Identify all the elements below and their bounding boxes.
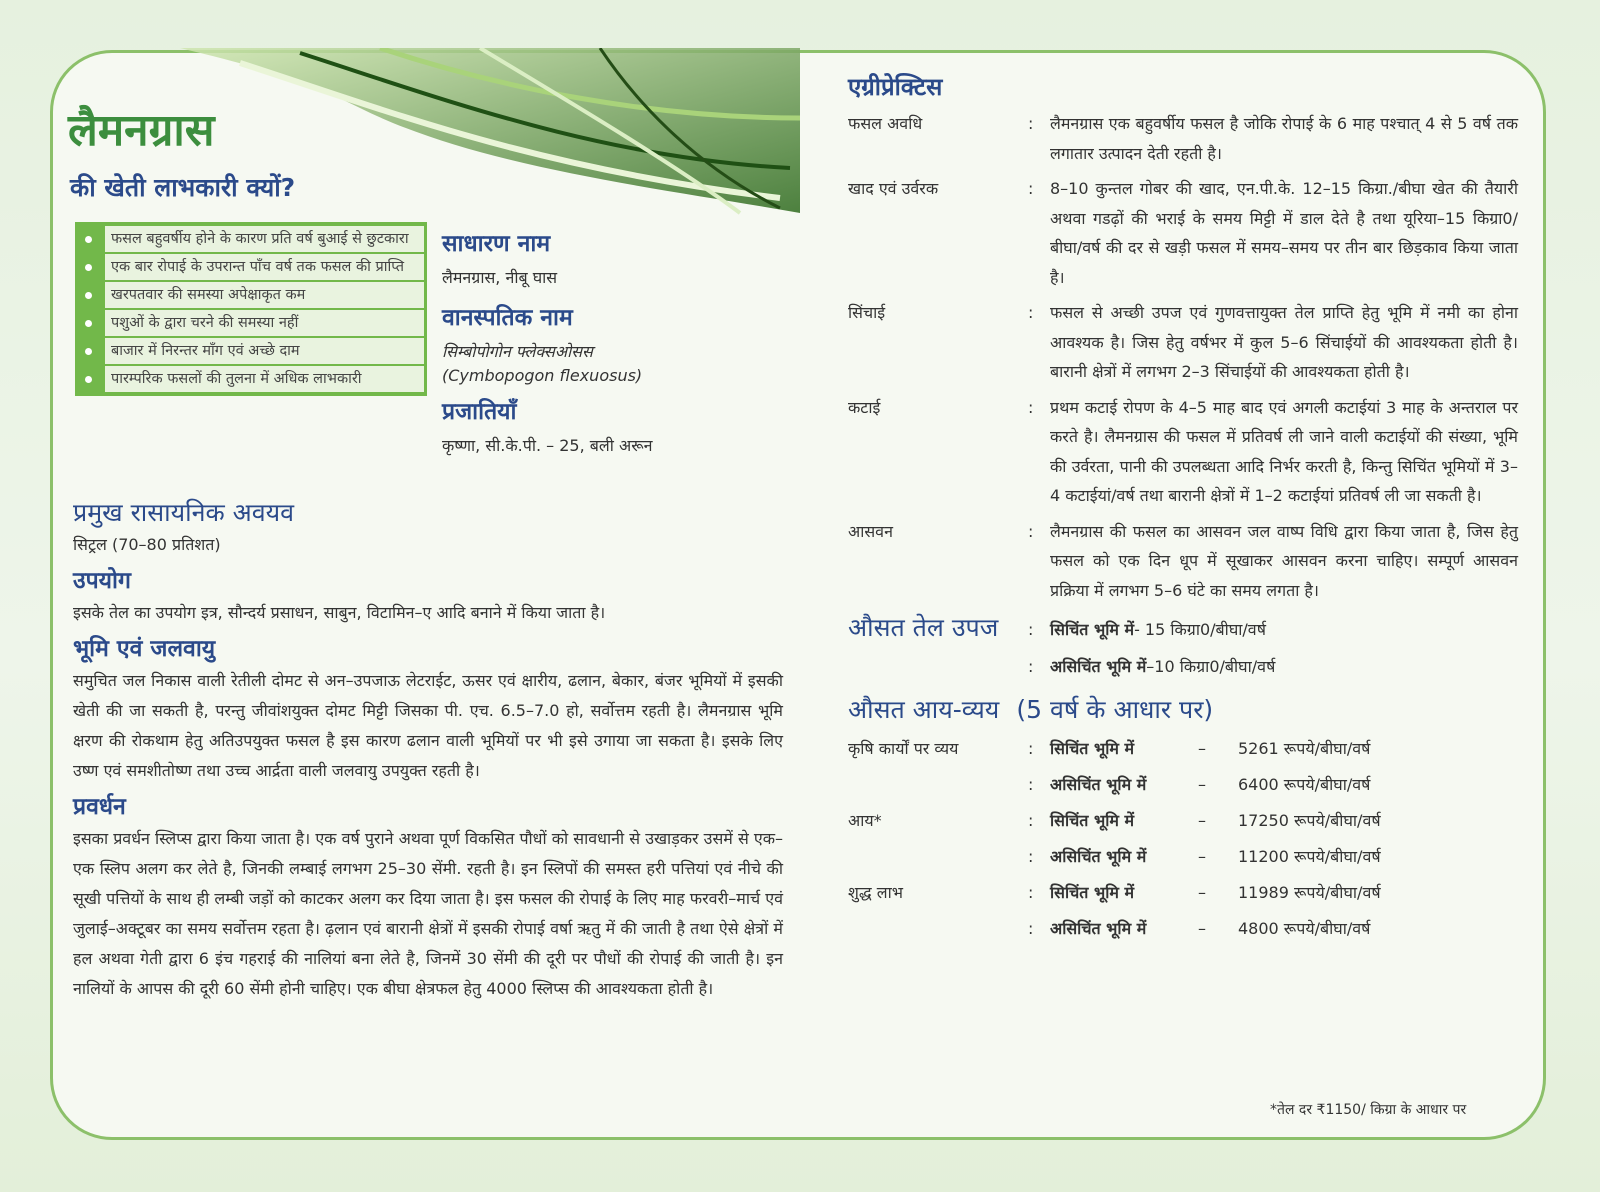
bullet-icon bbox=[85, 376, 92, 383]
dash: – bbox=[1198, 811, 1206, 830]
benefit-item bbox=[105, 366, 424, 392]
agri-heading: एग्रीप्रेक्टिस bbox=[848, 73, 943, 101]
dash: – bbox=[1198, 739, 1206, 758]
irrigated-label: सिचिंत भूमि में bbox=[1050, 883, 1135, 902]
benefit-text: फसल बहुवर्षीय होने के कारण प्रति वर्ष बुआई से छुटकारा bbox=[111, 231, 409, 247]
benefit-item bbox=[105, 254, 424, 280]
amount: 5261 रूपये/बीघा/वर्ष bbox=[1238, 739, 1371, 758]
propagation-text: इसका प्रवर्धन स्लिप्स द्वारा किया जाता है। एक वर्ष पुराने अथवा पूर्ण विकसित पौधों को सावधानी से उखाड़कर उसमें से एक–एक स्लिप अलग कर लेते है, जिनकी लम्बाई लगभग 25–30 सेंमी. रहती है। इन स्लिपों की समस्त हरी पत्तियां एवं नीचे की सूखी पत्तियों के साथ ही लम्बी जड़ों को काटकर अलग कर दिया जाता है। इस फसल की रोपाई के लिए माह फरवरी–मार्च एवं जुलाई–अक्टूबर का समय सर्वोत्तम रहता है। ढ़लान एवं बारानी क्षेत्रों में इसकी रोपाई वर्षा ऋतु में की जाती है तथा ऐसे क्षेत्रों में हल अथवा गेती द्वारा 6 इंच गहराई की नालियां बना लेते है, जिनमें 30 सेंमी की दूरी पर पौधों की रोपाई की जाती है। इन नालियों के आपस की दूरी 60 सेंमी होनी चाहिए। एक बीघा क्षेत्रफल हेतु 4000 स्लिप्स की आवश्यकता होती है। bbox=[73, 829, 783, 998]
yield-heading: औसत तेल उपज bbox=[848, 613, 999, 642]
agri-text: लैमनग्रास एक बहुवर्षीय फसल है जोकि रोपाई के 6 माह पश्चात् 4 से 5 वर्ष तक लगातार उत्पादन देती रहती है। bbox=[1050, 114, 1518, 163]
income-label: आय* bbox=[848, 811, 882, 830]
income-heading-row bbox=[848, 693, 1518, 727]
use-heading: उपयोग bbox=[73, 568, 131, 594]
income-label: कृषि कार्यों पर व्यय bbox=[848, 739, 959, 758]
benefit-text: पारम्परिक फसलों की तुलना में अधिक लाभकारी bbox=[111, 371, 362, 387]
yield-unirrigated bbox=[1050, 648, 1518, 685]
irrigated-label: सिचिंत भूमि में bbox=[1050, 811, 1135, 830]
bullet-icon bbox=[85, 264, 92, 271]
agri-label: फसल अवधि bbox=[848, 114, 923, 133]
agri-label: कटाई bbox=[848, 397, 881, 417]
bullet-icon bbox=[85, 348, 92, 355]
agri-row-fertilizer bbox=[848, 174, 1518, 292]
yield-row-unirrigated bbox=[848, 648, 1518, 685]
amount: 4800 रूपये/बीघा/वर्ष bbox=[1238, 919, 1371, 938]
colon: : bbox=[1028, 114, 1034, 133]
yield-unirrigated-value: –10 किग्रा0/बीघा/वर्ष bbox=[1146, 657, 1276, 676]
bullet-icon bbox=[85, 236, 92, 243]
benefits-list bbox=[75, 222, 427, 396]
amount: 11200 रूपये/बीघा/वर्ष bbox=[1238, 847, 1381, 866]
page-subtitle: की खेती लाभकारी क्यों? bbox=[70, 173, 296, 202]
chem-value: सिट्रल (70–80 प्रतिशत) bbox=[73, 535, 221, 554]
income-label: शुद्ध लाभ bbox=[848, 883, 903, 902]
unirrigated-label: असिचिंत भूमि में bbox=[1050, 775, 1147, 794]
agri-row-irrigation bbox=[848, 298, 1518, 387]
colon: : bbox=[1028, 847, 1034, 866]
amount: 6400 रूपये/बीघा/वर्ष bbox=[1238, 775, 1371, 794]
agri-row-distillation bbox=[848, 517, 1518, 606]
colon: : bbox=[1028, 775, 1034, 794]
soil-text: समुचित जल निकास वाली रेतीली दोमट से अन–उपजाऊ लेटराईट, ऊसर एवं क्षारीय, ढलान, बेकार, बंजर भूमियों में इसकी खेती की जा सकती है, परन्तु जीवांशयुक्त दोमट मिट्टी जिसका पी. एच. 6.5–7.0 हो, सर्वोत्तम रहती है। लैमनग्रास भूमि क्षरण की रोकथाम हेतु अतिउपयुक्त फसल है इस कारण ढलान वाली भूमियों पर भी इसे उगाया जा सकता है। इसके लिए उष्ण एवं समशीतोष्ण तथा उच्च आर्द्रता वाली जलवायु उपयुक्त रहती है। bbox=[73, 671, 783, 780]
yield-irrigated-value: - 15 किग्रा0/बीघा/वर्ष bbox=[1134, 620, 1266, 639]
profit-row-irrigated bbox=[848, 875, 1518, 911]
footnote: *तेल दर ₹1150/ किग्रा के आधार पर bbox=[1270, 1102, 1467, 1118]
names-section bbox=[442, 226, 802, 468]
benefit-item bbox=[105, 226, 424, 252]
benefit-text: एक बार रोपाई के उपरान्त पाँच वर्ष तक फसल की प्राप्ति bbox=[111, 259, 404, 275]
soil-heading: भूमि एवं जलवायु bbox=[73, 636, 216, 662]
expense-row-irrigated bbox=[848, 731, 1518, 767]
irrigated-label: सिचिंत भूमि में bbox=[1050, 739, 1135, 758]
colon: : bbox=[1028, 739, 1034, 758]
profit-row-unirrigated bbox=[848, 911, 1518, 947]
income-heading: औसत आय-व्यय bbox=[848, 695, 1000, 724]
colon: : bbox=[1028, 303, 1034, 322]
agri-label: आसवन bbox=[848, 521, 893, 541]
dash: – bbox=[1198, 847, 1206, 866]
yield-irrigated-label: सिचिंत भूमि में bbox=[1050, 620, 1135, 639]
unirrigated-label: असिचिंत भूमि में bbox=[1050, 919, 1147, 938]
agri-row-duration bbox=[848, 109, 1518, 168]
yield-unirrigated-label: असिचिंत भूमि में bbox=[1050, 657, 1147, 676]
botanical-name-latin: (Cymbopogon flexuosus) bbox=[442, 366, 643, 385]
botanical-name-hindi: सिम्बोपोगोन फ्लेक्सओसस bbox=[442, 342, 593, 361]
benefit-text: खरपतवार की समस्या अपेक्षाकृत कम bbox=[111, 287, 306, 303]
chem-heading: प्रमुख रासायनिक अवयव bbox=[73, 498, 295, 527]
dash: – bbox=[1198, 775, 1206, 794]
colon: : bbox=[1028, 521, 1034, 541]
bullet-icon bbox=[85, 320, 92, 327]
yield-irrigated bbox=[1050, 611, 1518, 648]
common-name-heading: साधारण नाम bbox=[442, 231, 551, 257]
colon: : bbox=[1028, 811, 1034, 830]
propagation-heading: प्रवर्धन bbox=[73, 794, 126, 820]
agri-row-harvest bbox=[848, 393, 1518, 511]
benefit-item bbox=[105, 338, 424, 364]
botanical-name-block bbox=[442, 340, 802, 388]
common-name-value: लैमनग्रास, नीबू घास bbox=[442, 268, 558, 287]
varieties-heading: प्रजातियाँ bbox=[442, 399, 517, 425]
dash: – bbox=[1198, 883, 1206, 902]
colon: : bbox=[1028, 657, 1034, 676]
colon: : bbox=[1028, 397, 1034, 417]
dash: – bbox=[1198, 919, 1206, 938]
colon: : bbox=[1028, 883, 1034, 902]
amount: 17250 रूपये/बीघा/वर्ष bbox=[1238, 811, 1381, 830]
agri-text: फसल से अच्छी उपज एवं गुणवत्तायुक्त तेल प्राप्ति हेतु भूमि में नमी का होना आवश्यक है। जिस हेतु वर्षभर में कुल 5–6 सिंचाईयों की आवश्यकता होती है। बारानी क्षेत्रों में लगभग 2–3 सिंचाईयों की आवश्यकता होती है। bbox=[1050, 303, 1518, 381]
right-column bbox=[848, 70, 1518, 947]
income-heading-note: (5 वर्ष के आधार पर) bbox=[1016, 695, 1214, 724]
colon: : bbox=[1028, 620, 1034, 639]
benefit-item bbox=[105, 310, 424, 336]
page-title: लैमनग्रास bbox=[68, 105, 215, 156]
benefit-text: पशुओं के द्वारा चरने की समस्या नहीं bbox=[111, 315, 299, 331]
benefit-item bbox=[105, 282, 424, 308]
botanical-name-heading: वानस्पतिक नाम bbox=[442, 305, 573, 331]
colon: : bbox=[1028, 179, 1034, 198]
agri-label: सिंचाई bbox=[848, 303, 886, 322]
agri-label: खाद एवं उर्वरक bbox=[848, 179, 939, 198]
yield-row-irrigated bbox=[848, 611, 1518, 648]
left-column bbox=[73, 492, 783, 1004]
agri-text: 8–10 कुन्तल गोबर की खाद, एन.पी.के. 12–15 किग्रा./बीघा खेत की तैयारी अथवा गडढ़ों की भराई के समय मिट्टी में डाल देते है तथा यूरिया–15 किग्रा0/बीघा/वर्ष की दर से खड़ी फसल में समय–समय पर तीन बार छिड़काव किया जाता है। bbox=[1050, 179, 1518, 287]
agri-text: लैमनग्रास की फसल का आसवन जल वाष्प विधि द्वारा किया जाता है, जिस हेतु फसल को एक दिन धूप में सूखाकर आसवन करना चाहिए। सम्पूर्ण आसवन प्रक्रिया में लगभग 5–6 घंटे का समय लगता है। bbox=[1050, 521, 1518, 600]
amount: 11989 रूपये/बीघा/वर्ष bbox=[1238, 883, 1381, 902]
income-row-irrigated bbox=[848, 803, 1518, 839]
unirrigated-label: असिचिंत भूमि में bbox=[1050, 847, 1147, 866]
use-text: इसके तेल का उपयोग इत्र, सौन्दर्य प्रसाधन, साबुन, विटामिन–ए आदि बनाने में किया जाता है। bbox=[73, 603, 606, 622]
colon: : bbox=[1028, 919, 1034, 938]
varieties-value: कृष्णा, सी.के.पी. – 25, बली अरून bbox=[442, 436, 653, 455]
bullet-icon bbox=[85, 292, 92, 299]
expense-row-unirrigated bbox=[848, 767, 1518, 803]
income-row-unirrigated bbox=[848, 839, 1518, 875]
benefit-text: बाजार में निरन्तर माँग एवं अच्छे दाम bbox=[111, 343, 300, 359]
agri-text: प्रथम कटाई रोपण के 4–5 माह बाद एवं अगली कटाईयां 3 माह के अन्तराल पर करते है। लैमनग्रास की फसल में प्रतिवर्ष ली जाने वाली कटाईयों की संख्या, भूमि की उर्वरता, पानी की उपलब्धता आदि निर्भर करती है, किन्तु सिचिंत भूमियों में 3–4 कटाईयां/वर्ष तथा बारानी क्षेत्रों में 1–2 कटाईयां प्रतिवर्ष ली जा सकती है। bbox=[1050, 397, 1518, 505]
